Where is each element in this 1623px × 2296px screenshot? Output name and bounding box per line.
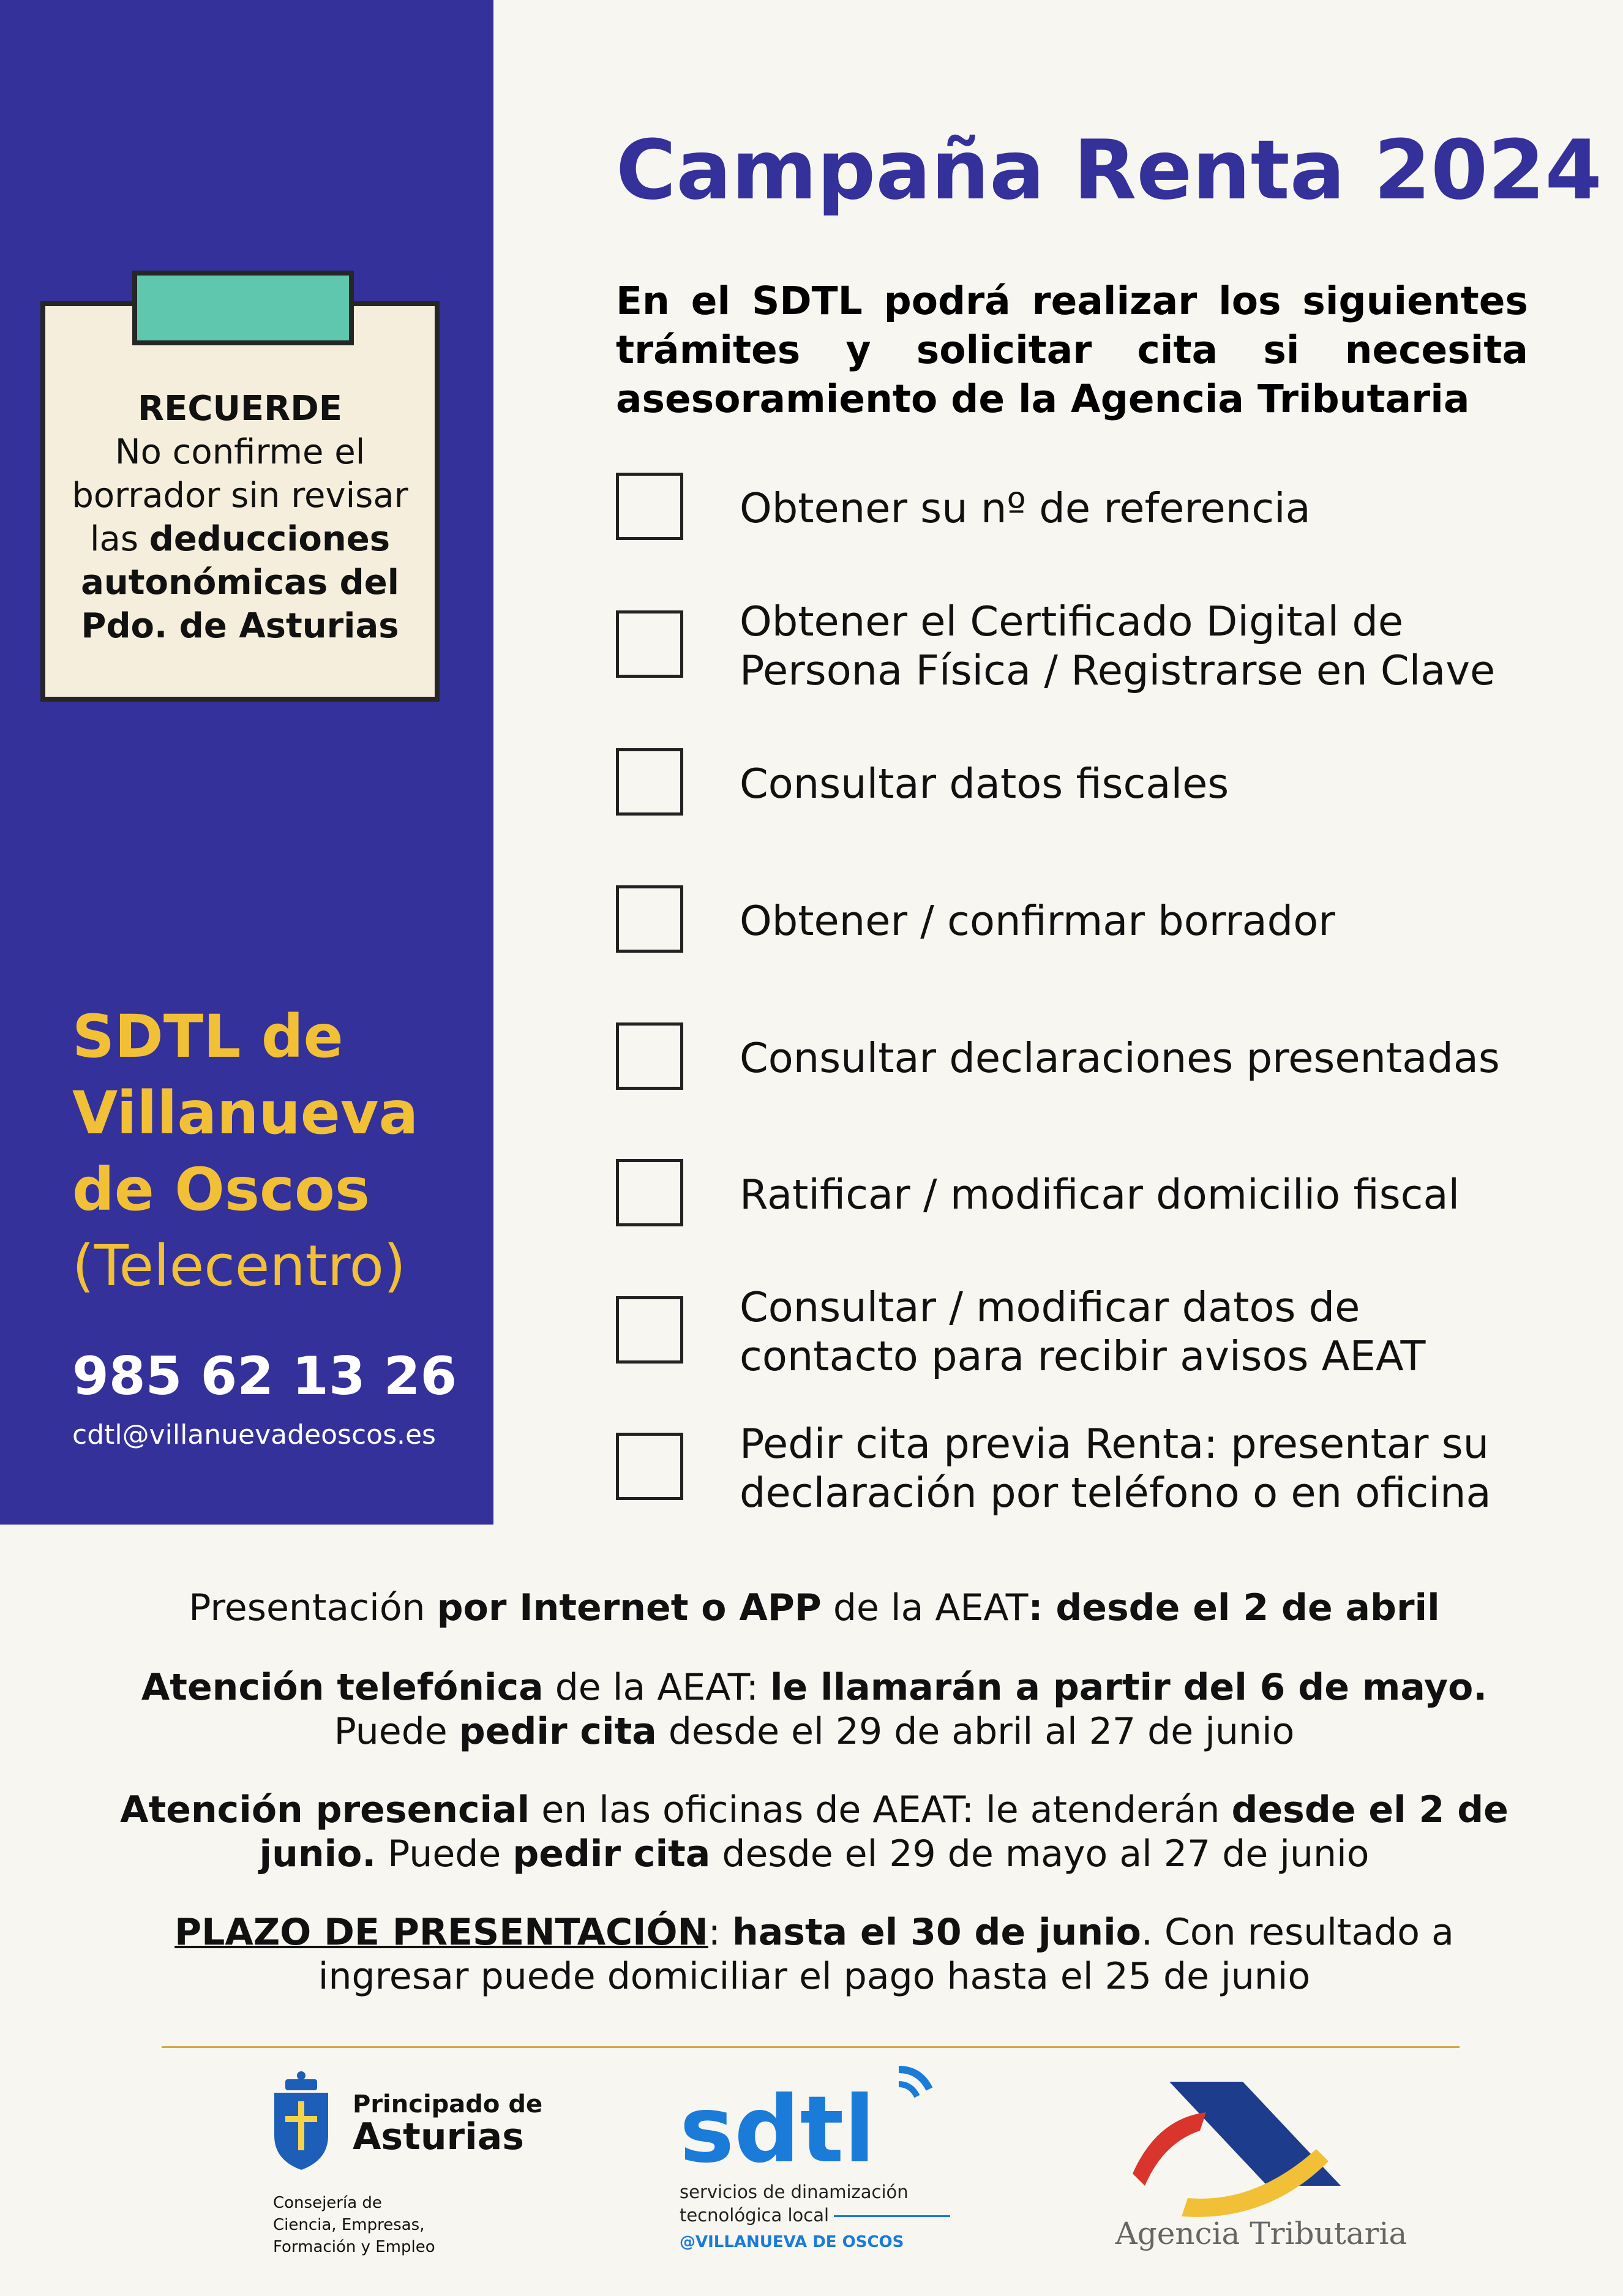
info-bold: por Internet o APP [437, 1586, 822, 1629]
info-text: . Con resultado a ingresar puede domiciliar el pago hasta el 25 de junio [318, 1911, 1454, 1998]
sdtl-line: @VILLANUEVA DE OSCOS [680, 2233, 904, 2251]
sdtl-line: servicios de dinamización [680, 2182, 909, 2202]
asturias-dept: Formación y Empleo [273, 2238, 435, 2256]
info-bold: pedir cita [512, 1833, 711, 1875]
divider [162, 2046, 1460, 2048]
checklist-item: Obtener el Certificado Digital de Persona Física / Registrarse en Clave [740, 598, 1496, 694]
asturias-name2: Asturias [353, 2115, 524, 2158]
checkbox[interactable] [616, 1159, 683, 1226]
info-text: en las oficinas de AEAT: le atenderán [530, 1788, 1232, 1831]
info-text: Presentación [189, 1586, 437, 1629]
reminder-line: las [89, 519, 149, 559]
checklist-item: Consultar datos fiscales [740, 760, 1229, 808]
info-text: : [708, 1911, 733, 1954]
info-deadline [153, 1910, 1475, 1998]
reminder-line: borrador sin revisar [72, 476, 408, 516]
checklist-item: Consultar declaraciones presentadas [740, 1034, 1500, 1082]
checklist-item: Consultar / modificar datos de contacto para recibir avisos AEAT [740, 1283, 1426, 1380]
reminder-bold: autonómicas del [81, 563, 399, 602]
aeat-name: Agencia Tributaria [1115, 2216, 1407, 2251]
office-email[interactable]: cdtl@villanuevadeoscos.es [72, 1419, 436, 1450]
info-text: de la AEAT: [543, 1666, 770, 1709]
page-title: Campaña Renta 2024 [616, 122, 1602, 218]
reminder-line: No confirme el [114, 432, 365, 472]
asturias-dept: Ciencia, Empresas, [273, 2216, 425, 2234]
office-name-line: SDTL de [72, 1002, 343, 1071]
note-tape [132, 271, 354, 345]
checkbox[interactable] [616, 473, 683, 540]
checkbox[interactable] [616, 748, 683, 816]
checkbox[interactable] [616, 1433, 683, 1500]
checklist-item: Ratificar / modificar domicilio fiscal [740, 1171, 1460, 1218]
deadline-label: PLAZO DE PRESENTACIÓN [174, 1911, 708, 1954]
info-in-person [92, 1788, 1537, 1876]
asturias-crest-icon [274, 2071, 328, 2170]
info-bold: : desde el 2 de abril [1028, 1586, 1440, 1629]
aeat-mark-icon [1133, 2082, 1341, 2217]
office-subtitle: (Telecentro) [72, 1233, 406, 1299]
checkbox[interactable] [616, 1296, 683, 1364]
agencia-tributaria-logo [1096, 2069, 1426, 2259]
intro-text: En el SDTL podrá realizar los siguientes trámites y solicitar cita si necesita asesoramiento de la Agencia Tributaria [616, 279, 1528, 421]
info-text: de la AEAT [821, 1586, 1029, 1629]
asturias-name1: Principado de [353, 2090, 543, 2118]
info-text: desde el 29 de mayo al 27 de junio [710, 1833, 1370, 1875]
info-bold: Atención telefónica [141, 1666, 544, 1709]
reminder-bold: Pdo. de Asturias [81, 606, 399, 646]
checklist-item: Pedir cita previa Renta: presentar su declaración por teléfono o en oficina [740, 1420, 1491, 1517]
info-text: desde el 29 de abril al 27 de junio [656, 1710, 1295, 1753]
principado-asturias-logo [267, 2063, 610, 2265]
info-text: Puede [376, 1833, 513, 1875]
sdtl-logo [673, 2057, 955, 2265]
checkbox[interactable] [616, 610, 683, 678]
info-bold: pedir cita [459, 1710, 657, 1753]
office-name-line: Villanueva [72, 1079, 419, 1147]
checkbox[interactable] [616, 885, 683, 953]
reminder-bold: deducciones [149, 519, 391, 559]
reminder-title: RECUERDE [137, 389, 343, 429]
office-phone[interactable]: 985 62 13 26 [72, 1346, 457, 1407]
info-bold: le llamarán a partir del 6 de mayo. [770, 1666, 1488, 1709]
info-telephone [61, 1665, 1567, 1754]
checklist-item: Obtener su nº de referencia [740, 484, 1311, 532]
info-bold: Atención presencial [120, 1788, 530, 1831]
checkbox[interactable] [616, 1022, 683, 1090]
checklist-item: Obtener / confirmar borrador [740, 897, 1335, 945]
info-bold: desde el 2 de junio. [259, 1788, 1509, 1875]
info-bold: hasta el 30 de junio [732, 1911, 1141, 1954]
office-name-line: de Oscos [72, 1155, 370, 1224]
sdtl-mark: sdtl [680, 2077, 875, 2183]
asturias-dept: Consejería de [273, 2194, 382, 2212]
reminder-text [55, 387, 425, 648]
info-internet [61, 1586, 1567, 1630]
info-text: Puede [334, 1710, 459, 1753]
sdtl-line: tecnológica local [680, 2205, 830, 2226]
